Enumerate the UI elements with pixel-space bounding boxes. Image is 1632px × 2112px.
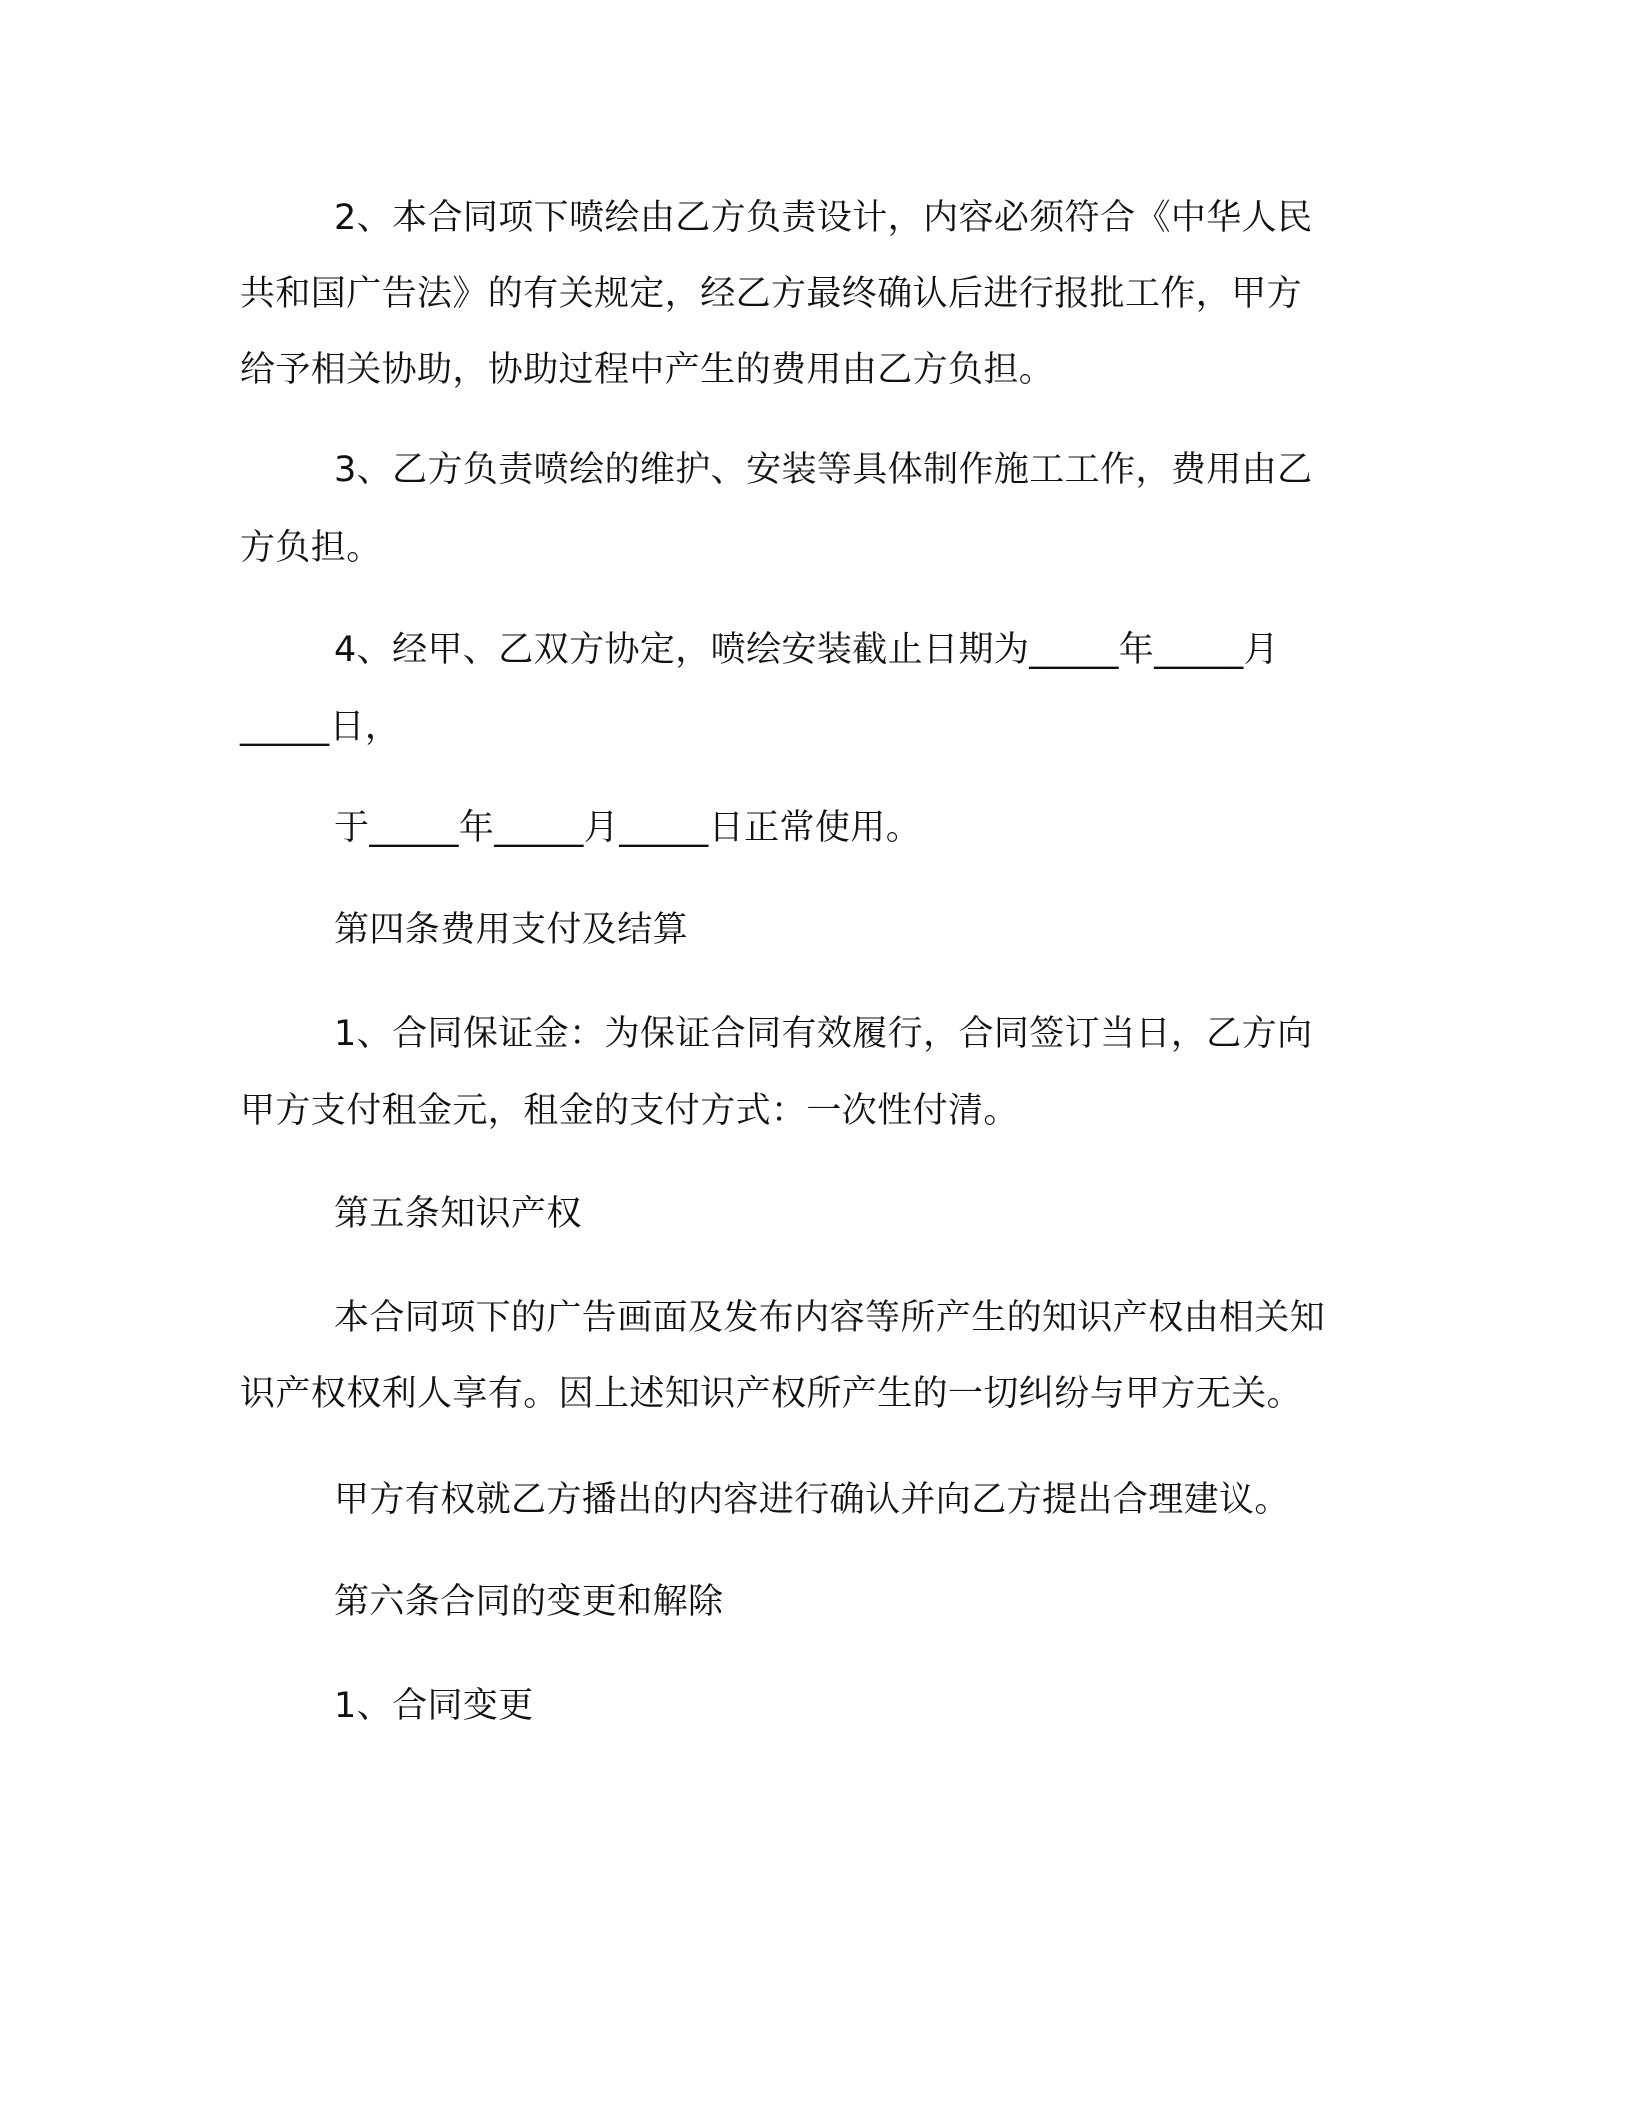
contract-change-heading: 1、合同变更 bbox=[334, 1686, 534, 1726]
clause-2-line-2: 共和国广告法》的有关规定，经乙方最终确认后进行报批工作，甲方 bbox=[240, 274, 1303, 314]
ip-line-1: 本合同项下的广告画面及发布内容等所产生的知识产权由相关知 bbox=[334, 1298, 1326, 1338]
article-4-heading: 第四条费用支付及结算 bbox=[334, 910, 689, 950]
article-6-heading: 第六条合同的变更和解除 bbox=[334, 1582, 724, 1622]
payment-line-2: 甲方支付租金元，租金的支付方式：一次性付清。 bbox=[240, 1091, 1019, 1131]
clause-3-line-2: 方负担。 bbox=[240, 528, 382, 568]
clause-3-line-1: 3、乙方负责喷绘的维护、安装等具体制作施工工作，费用由乙 bbox=[334, 450, 1313, 490]
clause-4-line-1: 4、经甲、乙双方协定，喷绘安装截止日期为_____年_____月 bbox=[334, 630, 1280, 670]
clause-2-line-3: 给予相关协助，协助过程中产生的费用由乙方负担。 bbox=[240, 350, 1055, 390]
article-5-heading: 第五条知识产权 bbox=[334, 1194, 582, 1234]
payment-line-1: 1、合同保证金：为保证合同有效履行，合同签订当日，乙方向 bbox=[334, 1014, 1313, 1054]
usage-date-line: 于_____年_____月_____日正常使用。 bbox=[334, 808, 922, 848]
clause-2-line-1: 2、本合同项下喷绘由乙方负责设计，内容必须符合《中华人民 bbox=[334, 198, 1313, 238]
clause-4-line-2: _____日， bbox=[240, 707, 401, 747]
ip-line-2: 识产权权利人享有。因上述知识产权所产生的一切纠纷与甲方无关。 bbox=[240, 1374, 1303, 1414]
review-right-line: 甲方有权就乙方播出的内容进行确认并向乙方提出合理建议。 bbox=[334, 1480, 1290, 1520]
